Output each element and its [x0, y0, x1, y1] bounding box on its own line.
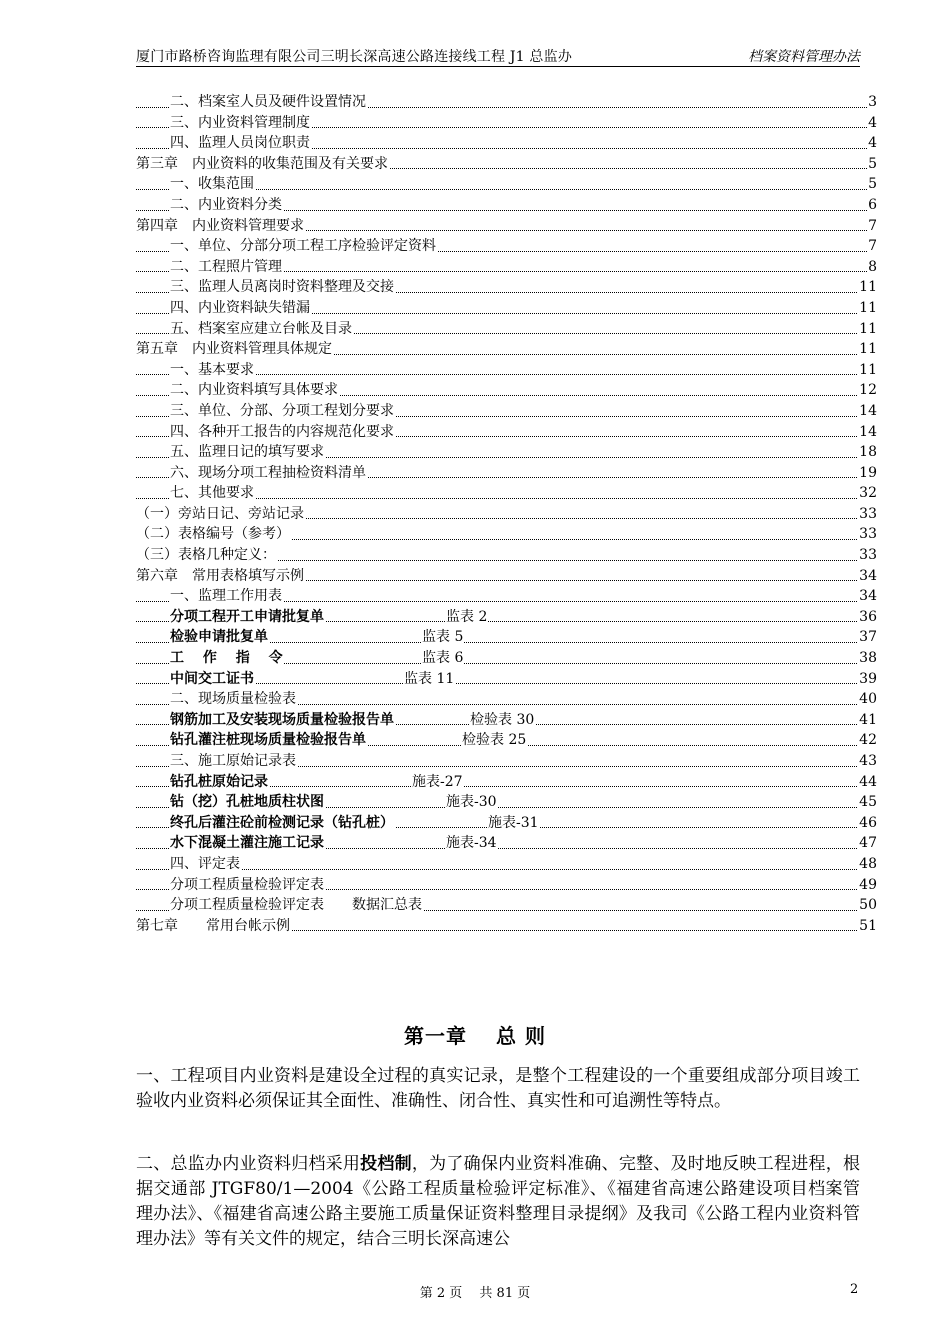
toc-entry-page-number: 34 [858, 586, 877, 607]
toc-dot-leader [136, 869, 877, 870]
toc-entry[interactable] [136, 360, 877, 381]
toc-entry[interactable] [136, 854, 877, 875]
toc-entry-label: 钻孔桩原始记录 [170, 772, 269, 793]
header-right-text: 档案资料管理办法 [748, 49, 860, 65]
toc-entry-page-number: 8 [867, 257, 877, 278]
toc-entry[interactable] [136, 277, 877, 298]
toc-entry-label: 三、单位、分部、分项工程划分要求 [170, 401, 395, 422]
toc-entry-page-number: 34 [858, 566, 877, 587]
toc-entry-label: 四、各种开工报告的内容规范化要求 [170, 422, 395, 443]
toc-entry-label: 第五章 内业资料管理具体规定 [136, 339, 333, 360]
toc-entry-page-number: 11 [858, 339, 877, 360]
toc-entry-label: 三、监理人员离岗时资料整理及交接 [170, 277, 395, 298]
toc-entry-page-number: 47 [858, 833, 877, 854]
toc-entry-form-code: 检验表 25 [462, 730, 527, 751]
toc-entry-label: 四、监理人员岗位职责 [170, 133, 311, 154]
toc-entry[interactable] [136, 916, 877, 937]
toc-entry-label: 第七章 常用台帐示例 [136, 916, 291, 937]
toc-entry[interactable] [136, 339, 877, 360]
toc-entry-page-number: 46 [858, 813, 877, 834]
toc-entry[interactable] [136, 730, 877, 751]
toc-entry-page-number: 14 [858, 422, 877, 443]
toc-entry[interactable] [136, 422, 877, 443]
toc-entry-page-number: 4 [867, 113, 877, 134]
toc-entry-label: 第四章 内业资料管理要求 [136, 216, 305, 237]
toc-entry-page-number: 11 [858, 319, 877, 340]
toc-entry-form-code: 监表 5 [422, 627, 464, 648]
toc-entry-page-number: 3 [867, 92, 877, 113]
toc-entry[interactable] [136, 298, 877, 319]
toc-entry[interactable] [136, 174, 877, 195]
toc-entry-page-number: 45 [858, 792, 877, 813]
paragraph-2-rest: ，为了确保内业资料准确、完整、及时地反映工程进程，根据交通部 JTGF80/1—2004《公路工程质量检验评定标准》、《福建省高速公路建设项目档案管理办法》、《福建省高速公路主要施工质量保证资料整理目录提纲》及我司《公路工程内业资料管理办法》等有关文件的规定，结合三明长深高速公 [136, 1154, 861, 1249]
toc-entry[interactable] [136, 669, 877, 690]
toc-entry-page-number: 43 [858, 751, 877, 772]
toc-entry-label: 水下混凝土灌注施工记录 [170, 833, 325, 854]
toc-entry[interactable] [136, 895, 877, 916]
toc-entry[interactable] [136, 401, 877, 422]
toc-entry-label: 一、收集范围 [170, 174, 255, 195]
header-left-text: 厦门市路桥咨询监理有限公司三明长深高速公路连接线工程 J1 总监办 [136, 49, 573, 65]
toc-entry[interactable] [136, 792, 877, 813]
toc-entry[interactable] [136, 607, 877, 628]
toc-entry-label: 二、现场质量检验表 [170, 689, 297, 710]
toc-entry-label: 二、内业资料填写具体要求 [170, 380, 339, 401]
toc-entry-label: 二、档案室人员及硬件设置情况 [170, 92, 367, 113]
toc-entry-page-number: 7 [867, 216, 877, 237]
toc-entry-page-number: 37 [858, 627, 877, 648]
toc-entry-label: 分项工程开工申请批复单 [170, 607, 325, 628]
toc-entry-page-number: 14 [858, 401, 877, 422]
toc-entry-label: 一、单位、分部分项工程工序检验评定资料 [170, 236, 437, 257]
toc-entry-label: 终孔后灌注砼前检测记录（钻孔桩） [170, 813, 395, 834]
toc-entry[interactable] [136, 566, 877, 587]
toc-entry-label: 二、工程照片管理 [170, 257, 283, 278]
page-number: 2 [850, 1282, 859, 1297]
toc-entry-page-number: 32 [858, 483, 877, 504]
toc-entry-page-number: 38 [858, 648, 877, 669]
toc-entry-label: 一、监理工作用表 [170, 586, 283, 607]
toc-entry-page-number: 19 [858, 463, 877, 484]
paragraph-2-bold-term: 投档制 [360, 1154, 412, 1174]
toc-entry-page-number: 33 [858, 504, 877, 525]
toc-entry-label: 二、内业资料分类 [170, 195, 283, 216]
toc-entry-label: 第六章 常用表格填写示例 [136, 566, 305, 587]
toc-entry[interactable] [136, 689, 877, 710]
toc-entry-page-number: 40 [858, 689, 877, 710]
toc-entry-page-number: 48 [858, 854, 877, 875]
toc-entry-label: 分项工程质量检验评定表 [170, 875, 325, 896]
toc-entry-label: 六、现场分项工程抽检资料清单 [170, 463, 367, 484]
toc-entry[interactable] [136, 319, 877, 340]
toc-entry-label: （二）表格编号（参考） [136, 524, 291, 545]
toc-entry-label: 钻（挖）孔桩地质柱状图 [170, 792, 325, 813]
toc-entry[interactable] [136, 154, 877, 175]
toc-entry[interactable] [136, 113, 877, 134]
toc-entry-label: 四、内业资料缺失错漏 [170, 298, 311, 319]
toc-entry-label: 一、基本要求 [170, 360, 255, 381]
toc-entry-page-number: 11 [858, 277, 877, 298]
toc-entry-page-number: 49 [858, 875, 877, 896]
toc-entry[interactable] [136, 875, 877, 896]
toc-entry[interactable] [136, 504, 877, 525]
toc-entry-page-number: 33 [858, 524, 877, 545]
page-header [136, 44, 860, 67]
toc-entry-page-number: 5 [867, 174, 877, 195]
toc-entry-label: 第三章 内业资料的收集范围及有关要求 [136, 154, 389, 175]
toc-entry-form-code: 施表-27 [412, 772, 464, 793]
toc-entry[interactable] [136, 442, 877, 463]
toc-entry[interactable] [136, 772, 877, 793]
toc-entry[interactable] [136, 545, 877, 566]
toc-entry[interactable] [136, 257, 877, 278]
toc-entry-form-code: 施表-30 [446, 792, 498, 813]
toc-entry-label: 三、施工原始记录表 [170, 751, 297, 772]
toc-entry-page-number: 50 [858, 895, 877, 916]
toc-entry-page-number: 11 [858, 298, 877, 319]
toc-entry[interactable] [136, 133, 877, 154]
toc-entry[interactable] [136, 627, 877, 648]
toc-entry-page-number: 51 [858, 916, 877, 937]
toc-entry[interactable] [136, 195, 877, 216]
toc-entry-page-number: 18 [858, 442, 877, 463]
toc-entry-label: 五、档案室应建立台帐及目录 [170, 319, 353, 340]
paragraph-2-start: 二、总监办内业资料归档采用 [136, 1154, 361, 1174]
toc-entry-label: 五、监理日记的填写要求 [170, 442, 325, 463]
toc-entry-label: 钻孔灌注桩现场质量检验报告单 [170, 730, 367, 751]
toc-entry[interactable] [136, 524, 877, 545]
toc-entry-label: （一）旁站日记、旁站记录 [136, 504, 305, 525]
toc-entry[interactable] [136, 648, 877, 669]
paragraph-1: 一、工程项目内业资料是建设全过程的真实记录，是整个工程建设的一个重要组成部分项目竣工验收内业资料必须保证其全面性、准确性、闭合性、真实性和可追溯性等特点。 [136, 1066, 860, 1111]
toc-entry-form-code: 监表 2 [446, 607, 488, 628]
toc-entry-label: 分项工程质量检验评定表 数据汇总表 [170, 895, 423, 916]
toc-entry[interactable] [136, 92, 877, 113]
toc-entry-page-number: 5 [867, 154, 877, 175]
toc-entry[interactable] [136, 380, 877, 401]
toc-entry-form-code: 检验表 30 [470, 710, 535, 731]
toc-entry-page-number: 36 [858, 607, 877, 628]
toc-entry[interactable] [136, 710, 877, 731]
toc-entry[interactable] [136, 236, 877, 257]
toc-entry[interactable] [136, 833, 877, 854]
toc-entry[interactable] [136, 751, 877, 772]
table-of-contents [136, 92, 877, 936]
toc-entry[interactable] [136, 813, 877, 834]
toc-entry[interactable] [136, 483, 877, 504]
toc-entry[interactable] [136, 586, 877, 607]
toc-entry-page-number: 42 [858, 730, 877, 751]
toc-entry[interactable] [136, 463, 877, 484]
toc-entry-form-code: 施表-31 [488, 813, 540, 834]
toc-entry[interactable] [136, 216, 877, 237]
paragraph-2 [136, 1152, 860, 1252]
toc-entry-page-number: 12 [858, 380, 877, 401]
toc-entry-label: 检验申请批复单 [170, 627, 269, 648]
toc-entry-page-number: 41 [858, 710, 877, 731]
toc-entry-page-number: 44 [858, 772, 877, 793]
toc-entry-form-code: 监表 11 [404, 669, 455, 690]
toc-entry-form-code: 施表-34 [446, 833, 498, 854]
toc-entry-label: 中间交工证书 [170, 669, 255, 690]
toc-entry-page-number: 33 [858, 545, 877, 566]
toc-entry-page-number: 4 [867, 133, 877, 154]
toc-entry-page-number: 6 [867, 195, 877, 216]
toc-entry-page-number: 11 [858, 360, 877, 381]
toc-entry-page-number: 7 [867, 236, 877, 257]
toc-entry-label: 七、其他要求 [170, 483, 255, 504]
toc-entry-label: 三、内业资料管理制度 [170, 113, 311, 134]
toc-entry-page-number: 39 [858, 669, 877, 690]
page-footer-count: 第 2 页 共 81 页 [419, 1286, 531, 1301]
toc-entry-label: 钢筋加工及安装现场质量检验报告单 [170, 710, 395, 731]
toc-entry-label: 工 作 指 令 [170, 648, 284, 669]
chapter-title: 第一章 总 则 [404, 1024, 546, 1048]
toc-entry-label: 四、评定表 [170, 854, 241, 875]
toc-entry-label: （三）表格几种定义： [136, 545, 277, 566]
toc-entry-form-code: 监表 6 [422, 648, 464, 669]
